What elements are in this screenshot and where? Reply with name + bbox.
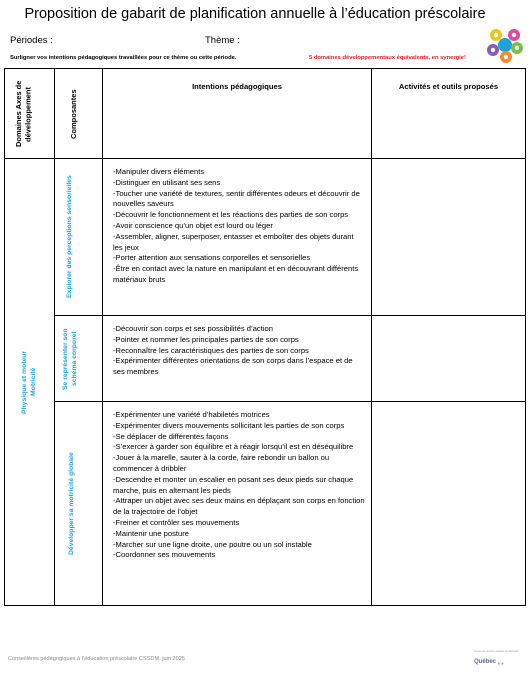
list-item: -Manipuler divers éléments xyxy=(113,167,205,176)
intentions-list xyxy=(103,316,371,384)
activites-header-cell xyxy=(372,69,526,159)
list-item: -Porter attention aux sensations corporelles et sensorielles xyxy=(113,253,311,263)
composante-row xyxy=(5,316,526,402)
list-item: -Avoir conscience qu’un objet est lourd ou léger xyxy=(113,220,273,230)
list-item: -Se déplacer de différentes façons xyxy=(113,431,229,441)
composante-cell xyxy=(55,159,103,316)
list-item: -Attraper un objet avec ses deux mains en déplaçant son corps en fonction de la trajectoire de l’objet xyxy=(113,496,365,517)
planning-table xyxy=(4,68,526,606)
domain-header-cell xyxy=(5,69,55,159)
domain-axis: Motricité xyxy=(29,367,37,397)
synergy-note: 5 domaines développementaux équivalents, en synergie! xyxy=(309,55,466,61)
list-item: -Reconnaître les caractéristiques des parties de son corps xyxy=(113,345,309,355)
domain-label xyxy=(21,322,39,442)
domain-cell xyxy=(5,159,55,606)
header-row xyxy=(5,69,526,159)
intentions-header-cell xyxy=(103,69,372,159)
activites-header: Activités et outils proposés xyxy=(398,82,499,91)
list-item: -Descendre et monter un escalier en posant ses deux pieds sur chaque marche, puis en alternant les pieds xyxy=(113,474,354,495)
intentions-cell xyxy=(103,402,372,606)
composante-row xyxy=(5,402,526,606)
composante-name: Développer sa motricité globale xyxy=(67,452,75,555)
page-title: Proposition de gabarit de planification annuelle à l’éducation préscolaire xyxy=(24,6,486,22)
list-item: -Pointer et nommer les principales parties de son corps xyxy=(113,334,299,344)
list-item: -Toucher une variété de textures, sentir différentes odeurs et découvrir de nouvelles saveurs xyxy=(113,188,360,209)
fleur-de-lis-icon: ⚜⚜ xyxy=(497,661,505,666)
composantes-header: Composantes xyxy=(68,88,78,139)
list-item: -Expérimenter divers mouvements sollicitant les parties de son corps xyxy=(113,420,345,430)
list-item: -S’exercer à garder son équilibre et à réagir lorsqu’il est en déséquilibre xyxy=(113,442,354,452)
list-item: -Découvrir le fonctionnement et les réactions des parties de son corps xyxy=(113,210,349,220)
footer-credit: Conseillères pédagogiques à l’éducation préscolaire CSSDM, juin 2025 xyxy=(8,656,185,662)
list-item: -Maintenir une posture xyxy=(113,528,189,538)
domains-logo-icon xyxy=(486,26,524,64)
intentions-cell xyxy=(103,159,372,316)
composante-name: Explorer des perceptions sensorielles xyxy=(65,175,73,299)
composante-name: Se représenter son schéma corporel xyxy=(61,327,78,390)
list-item: -Distinguer en utilisant ses sens xyxy=(113,177,221,187)
domain-name: Physique et moteur xyxy=(20,350,28,414)
activites-cell[interactable] xyxy=(372,159,526,316)
list-item: -Être en contact avec la nature en manipulant et en découvrant différents matériaux bruts xyxy=(113,264,359,284)
quebec-logo: Québec xyxy=(474,659,497,665)
list-item: -Jouer à la marelle, sauter à la corde, faire rebondir un ballon ou commencer à dribbler xyxy=(113,453,330,473)
composante-cell xyxy=(55,402,103,606)
list-item: -Expérimenter une variété d’habiletés motrices xyxy=(113,410,270,419)
theme-label: Thème : xyxy=(205,35,240,46)
list-item: -Expérimenter différentes orientations de son corps dans l’espace et de ses membres xyxy=(113,356,353,377)
list-item: -Découvrir son corps et ses possibilités d’action xyxy=(113,324,273,333)
list-item: -Assembler, aligner, superposer, entasser et emboîter des objets durant les jeux xyxy=(113,231,354,252)
composante-row xyxy=(5,159,526,316)
activites-cell[interactable] xyxy=(372,316,526,402)
intentions-cell xyxy=(103,316,372,402)
gov-small-text: Centre de services scolaire de Montréal xyxy=(474,650,519,653)
activites-cell[interactable] xyxy=(372,402,526,606)
list-item: -Freiner et contrôler ses mouvements xyxy=(113,517,240,527)
composante-cell xyxy=(55,316,103,402)
composantes-header-cell xyxy=(55,69,103,159)
periodes-label: Périodes : xyxy=(10,35,53,46)
intentions-header: Intentions pédagogiques xyxy=(192,82,282,91)
list-item: -Marcher sur une ligne droite, une poutre ou un sol instable xyxy=(113,539,312,549)
instruction-text: Surligner vos intentions pédagogiques travaillées pour ce thème ou cette période. xyxy=(10,55,237,61)
intentions-list xyxy=(103,402,371,567)
list-item: -Coordonner ses mouvements xyxy=(113,550,216,560)
domain-header: Domaines Axes de développement xyxy=(13,80,32,147)
intentions-list xyxy=(103,159,371,292)
